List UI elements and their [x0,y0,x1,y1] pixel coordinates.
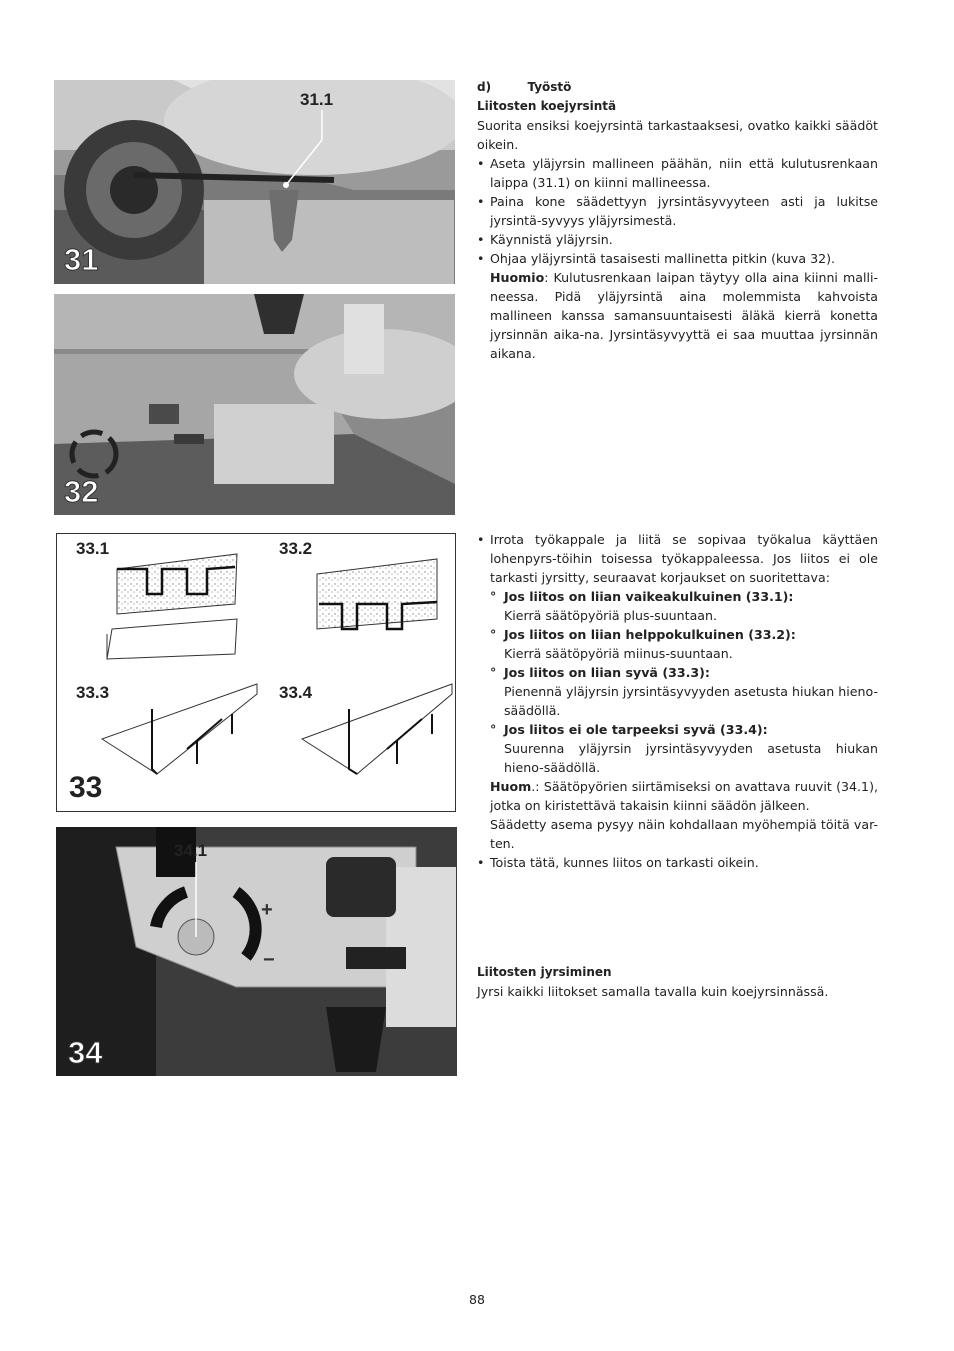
plus-sign: + [261,899,273,921]
note-text: .: Säätöpyörien siirtämiseksi on avattava ruuvit (34.1), jotka on kiristettävä takaisin kiinni säädön jälkeen. [490,779,878,813]
callout-34-1: 34.1 [174,841,208,860]
correction-text: Kierrä säätöpyöriä plus-suuntaan. [504,608,717,623]
note-label: Huom [490,779,532,794]
correction-head: ° Jos liitos on liian helppokulkuinen (33.2): [477,625,878,644]
correction-head: ° Jos liitos on liian syvä (33.3): [477,663,878,682]
figure-32 [54,294,455,515]
section-heading [477,78,878,97]
correction-head: ° Jos liitos on liian vaikeakulkuinen (33.1): [477,587,878,606]
note-label: Huomio [490,270,545,285]
figure-34 [56,827,457,1076]
panel-33-1-label: 33.1 [76,539,110,558]
bullet-item: • Paina kone säädettyyn jyrsintäsyvyyteen asti ja lukitse jyrsintä-syvyys yläjyrsimestä. [477,192,878,230]
section-letter: d) [477,80,492,94]
page-number: 88 [469,1292,485,1307]
intro-text: Suorita ensiksi koejyrsintä tarkastaaksesi, ovatko kaikki säädöt oikein. [477,118,878,152]
panel-33-3-label: 33.3 [76,683,110,702]
note-paragraph [477,268,878,363]
bullet-item: • Aseta yläjyrsin mallineen päähän, niin että kulutusrenkaan laippa (31.1) on kiinni mallineessa. [477,154,878,192]
figure-number-33: 33 [69,771,103,804]
section-title: Työstö [527,80,572,94]
bullet-item: • Toista tätä, kunnes liitos on tarkasti oikein. [477,853,878,872]
correction-text: Pienennä yläjyrsin jyrsintäsyvyyden asetusta hiukan hieno-säädöllä. [504,684,878,718]
subsection-title-all: Liitosten jyrsiminen [477,965,612,979]
bullet-item: • Ohjaa yläjyrsintä tasaisesti mallinetta pitkin (kuva 32). [477,249,878,268]
figure-33-drawing [57,534,454,810]
all-joints-text: Jyrsi kaikki liitokset samalla tavalla kuin koejyrsinnässä. [477,984,829,999]
panel-33-2-label: 33.2 [279,539,313,558]
figure-number-31: 31 [64,242,99,277]
figure-34-photo [56,827,457,1076]
figure-33 [56,533,456,812]
figure-number-32: 32 [64,474,99,509]
panel-33-4-label: 33.4 [279,683,313,702]
figure-number-34: 34 [68,1035,103,1070]
section-fit [477,530,878,872]
note-paragraph [477,777,878,815]
bullet-item: • Irrota työkappale ja liitä se sopivaa työkalua käyttäen lohenpyrs-töihin toisessa työkappaleessa. Jos liitos ei ole tarkasti jyrsitty, seuraavat korjaukset on suoritettava: [477,530,878,587]
figure-31-photo [54,80,455,284]
callout-31-1: 31.1 [300,90,334,109]
correction-text: Kierrä säätöpyöriä miinus-suuntaan. [504,646,733,661]
bullet-item: • Käynnistä yläjyrsin. [477,230,878,249]
correction-text: Suurenna yläjyrsin jyrsintäsyvyyden asetusta hiukan hieno-säädöllä. [504,741,878,775]
note-text: : Kulutusrenkaan laipan täytyy olla aina kiinni malli-neessa. Pidä yläjyrsintä aina molemmista kahvoista mallineen kanssa samansuuntaisesti äläkä kierrä konetta jyrsinnän aika-na. Jyrsintäsyvyyttä ei saa muuttaa jyrsinnän aikana. [490,270,878,361]
subsection-title-test: Liitosten koejyrsintä [477,99,617,113]
correction-head: ° Jos liitos ei ole tarpeeksi syvä (33.4): [477,720,878,739]
figure-32-photo [54,294,455,515]
figure-31 [54,80,455,284]
minus-sign: − [263,949,275,971]
section-all [477,963,878,1001]
section-d [477,78,878,363]
note-text-2: Säädetty asema pysyy näin kohdallaan myöhempiä töitä var-ten. [490,817,878,851]
